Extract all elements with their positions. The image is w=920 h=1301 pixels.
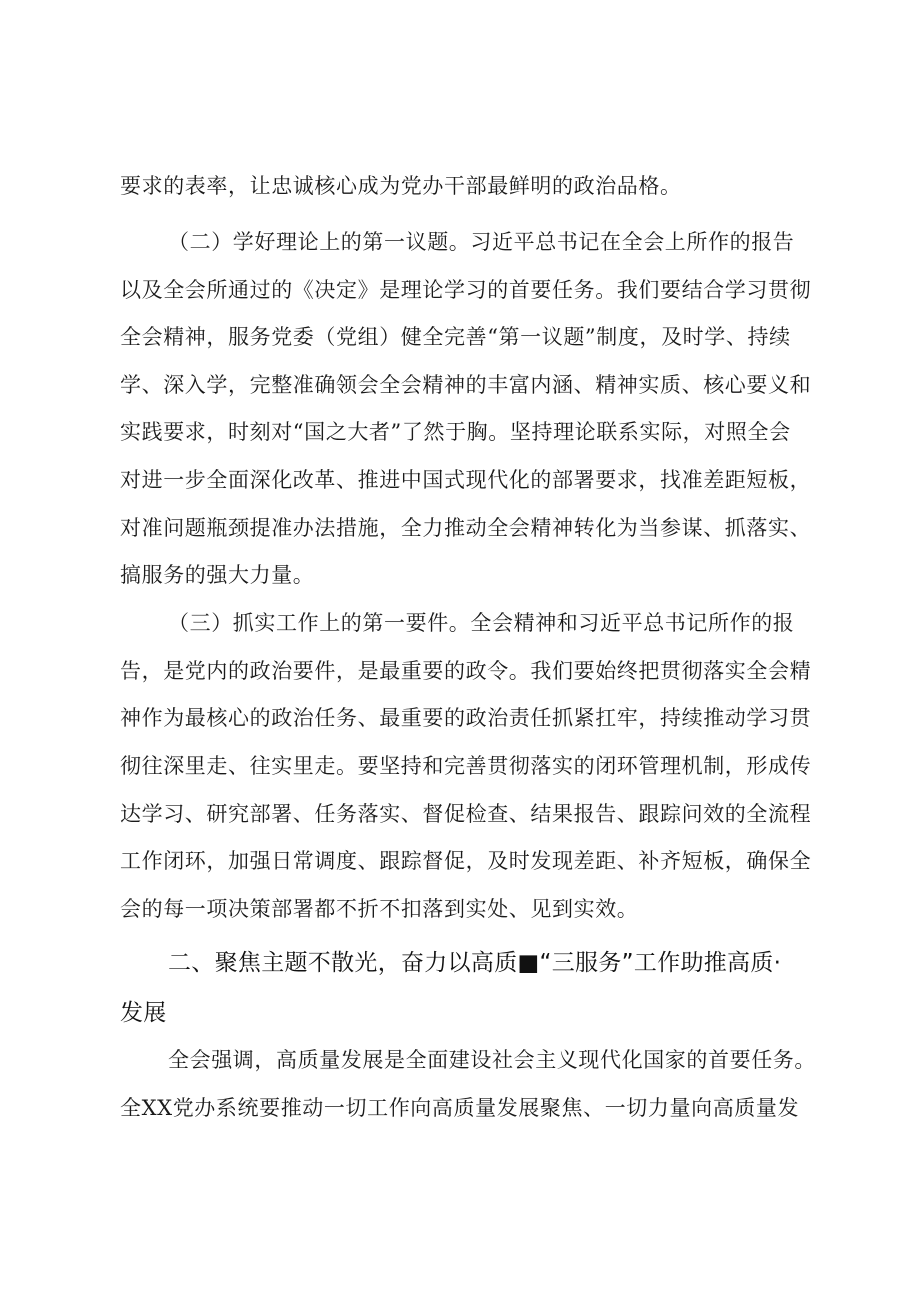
paragraph-line: 全XX党办系统要推动一切工作向高质量发展聚焦、一切力量向高质量发 — [120, 1096, 800, 1120]
paragraph-line: 对进一步全面深化改革、推进中国式现代化的部署要求，找准差距短板， — [120, 468, 812, 492]
paragraph-line: 彻往深里走、往实里走。要坚持和完善贯彻落实的闭环管理机制，形成传 — [120, 754, 812, 778]
paragraph-line: 工作闭环，加强日常调度、跟踪督促，及时发现差距、补齐短板，确保全 — [120, 849, 812, 873]
paragraph-line: 达学习、研究部署、任务落实、督促检查、结果报告、跟踪问效的全流程 — [120, 802, 812, 826]
paragraph-line: 告，是党内的政治要件，是最重要的政令。我们要始终把贯彻落实全会精 — [120, 659, 812, 683]
paragraph-line: （二）学好理论上的第一议题。习近平总书记在全会上所作的报告 — [168, 230, 795, 254]
paragraph-line: 全会强调，高质量发展是全面建设社会主义现代化国家的首要任务。 — [168, 1048, 816, 1072]
paragraph-line: （三）抓实工作上的第一要件。全会精神和习近平总书记所作的报 — [168, 611, 795, 635]
paragraph-line: 会的每一项决策部署都不折不扣落到实处、见到实效。 — [120, 897, 639, 921]
paragraph-line: 全会精神，服务党委（党组）健全完善“第一议题”制度，及时学、持续 — [120, 325, 791, 349]
section-heading: 发展 — [120, 1000, 167, 1026]
paragraph-line: 对准问题瓶颈提准办法措施，全力推动全会精神转化为当参谋、抓落实、 — [120, 516, 812, 540]
paragraph-line: 以及全会所通过的《决定》是理论学习的首要任务。我们要结合学习贯彻 — [120, 278, 812, 302]
paragraph-line: 要求的表率，让忠诚核心成为党办干部最鲜明的政治品格。 — [120, 174, 682, 198]
paragraph-line: 学、深入学，完整准确领会全会精神的丰富内涵、精神实质、核心要义和 — [120, 373, 812, 397]
paragraph-line: 实践要求，时刻对“国之大者”了然于胸。坚持理论联系实际，对照全会 — [120, 420, 791, 444]
section-heading: 二、聚焦主题不散光，奋力以高质■“三服务”工作助推高质· — [168, 950, 782, 976]
paragraph-line: 搞服务的强大力量。 — [120, 563, 315, 587]
paragraph-line: 神作为最核心的政治任务、最重要的政治责任抓紧扛牢，持续推动学习贯 — [120, 706, 812, 730]
